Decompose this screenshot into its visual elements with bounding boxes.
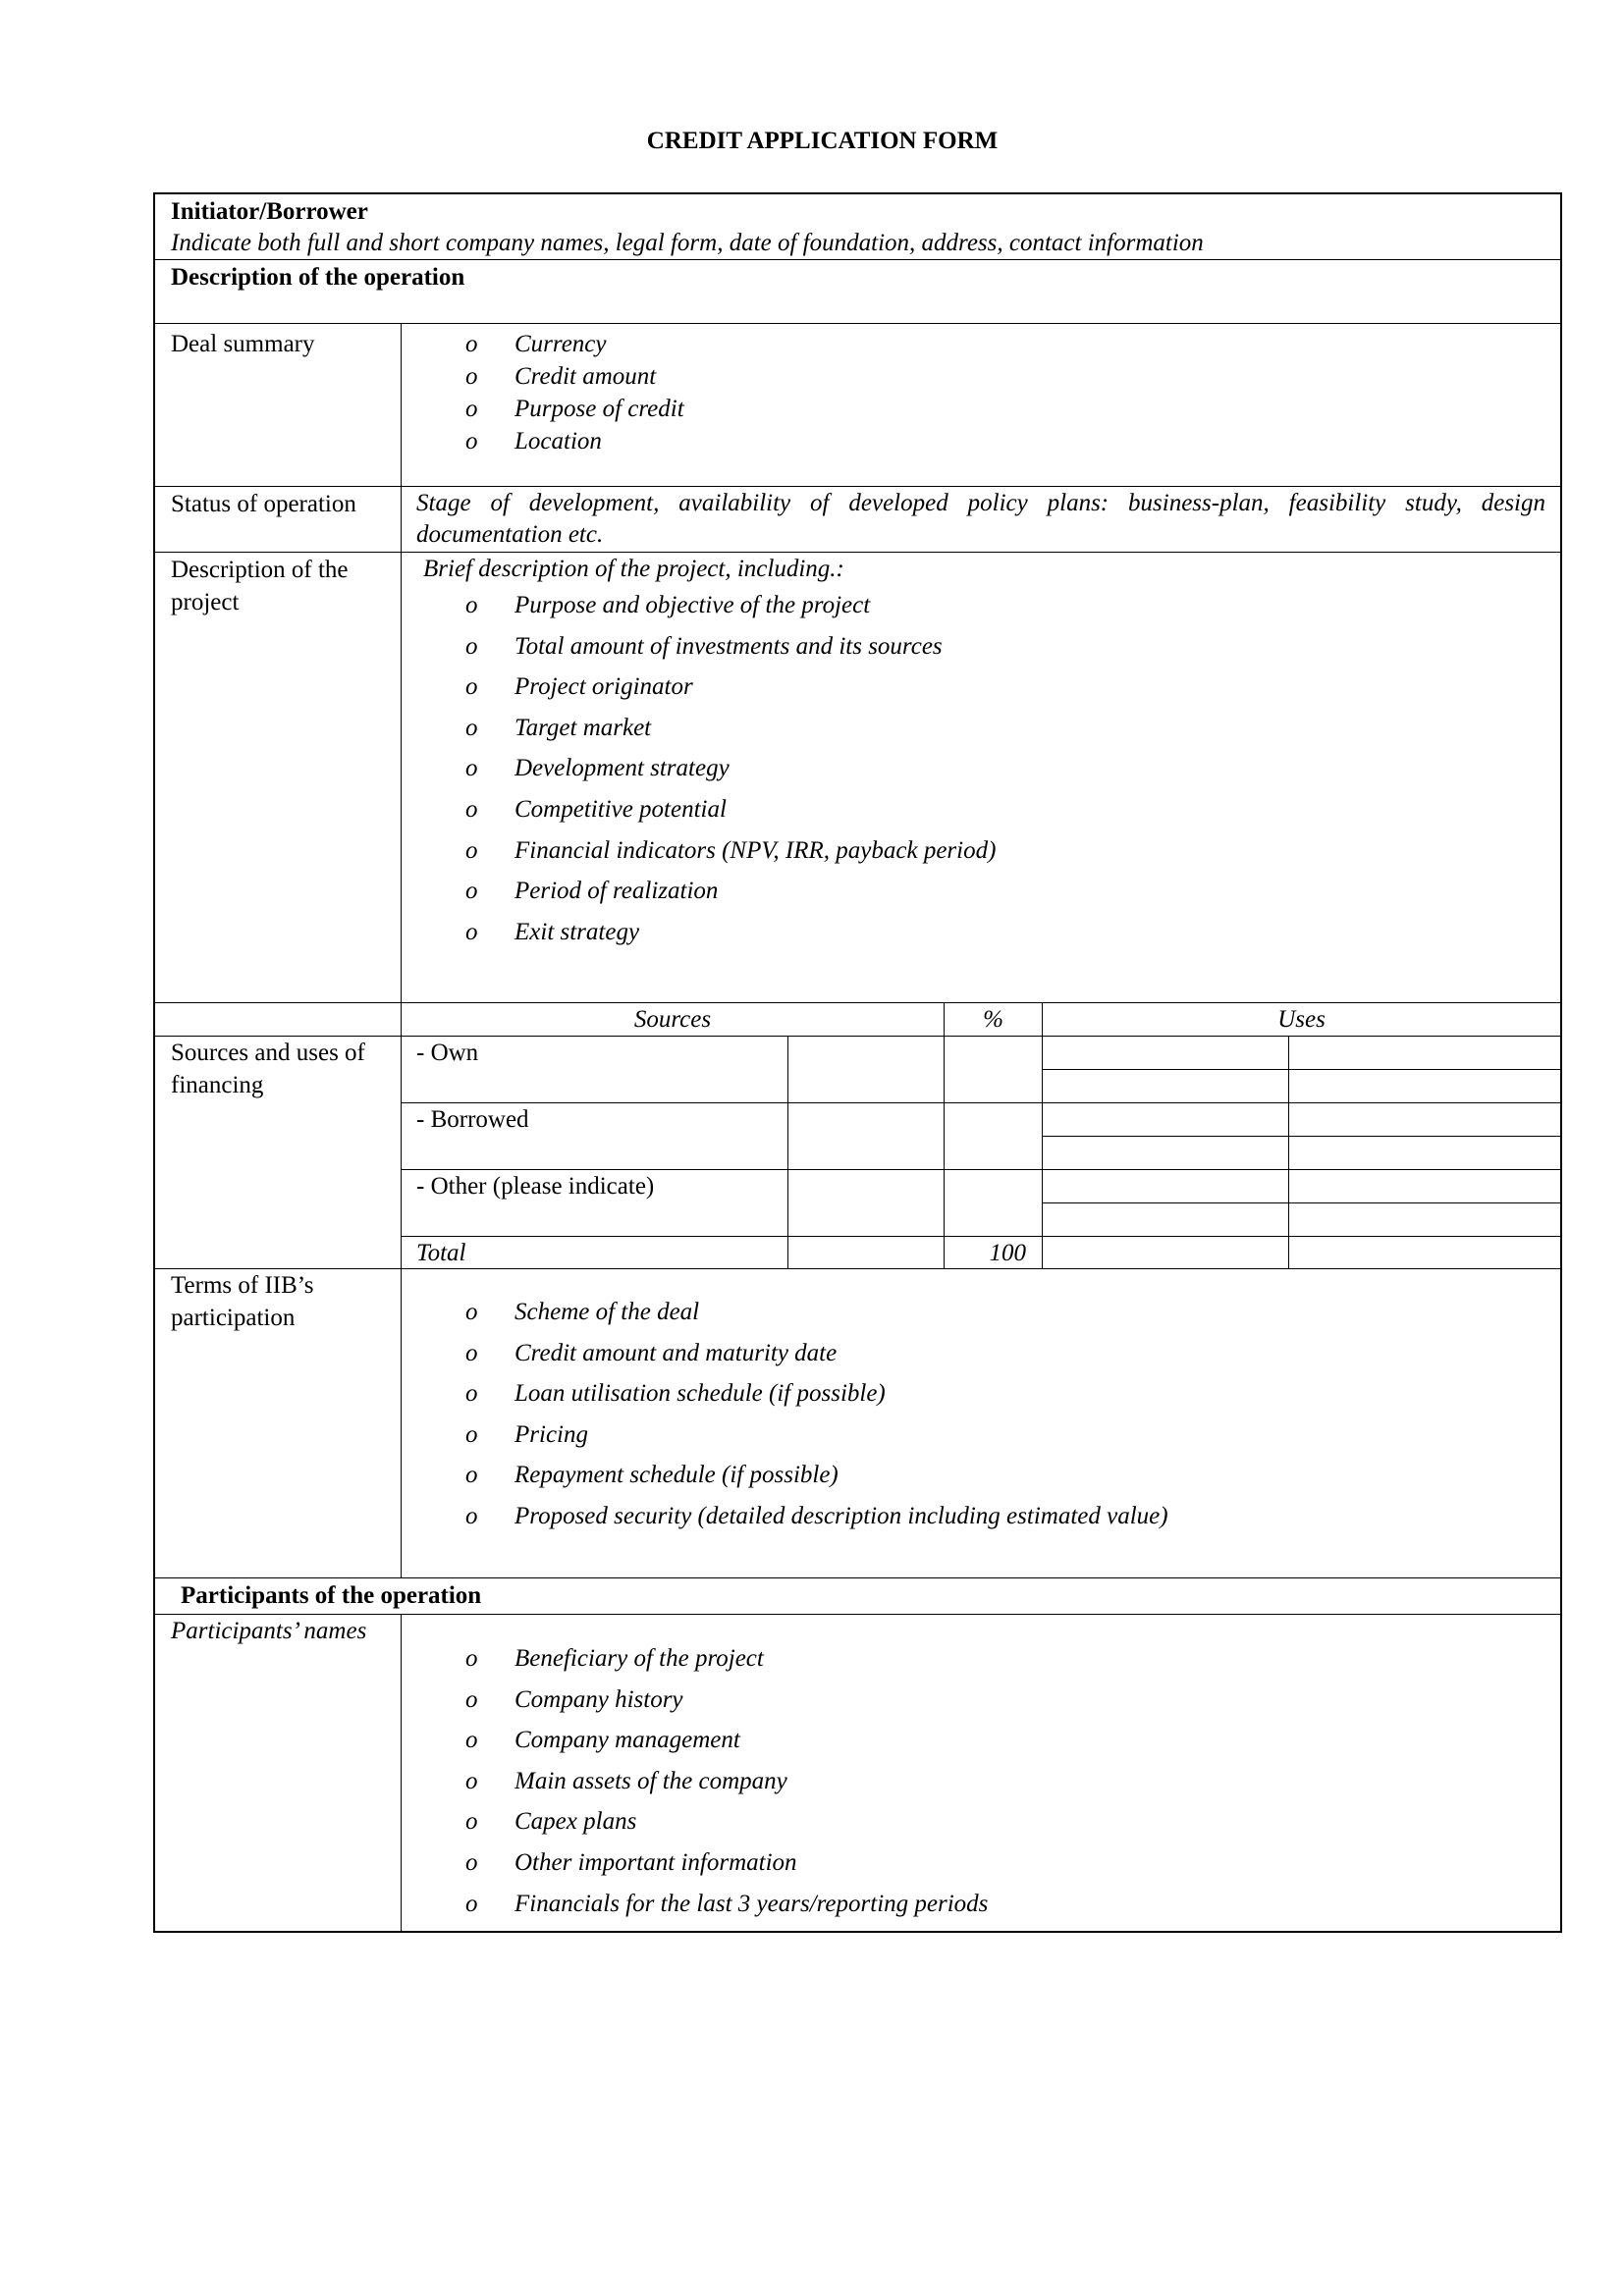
bullet-circle-icon: o [465,592,478,618]
use-amount-cell[interactable] [1288,1237,1560,1269]
source-amount-cell[interactable] [787,1103,944,1170]
list-item: o Purpose and objective of the project [416,585,1545,626]
list-item: o Financial indicators (NPV, IRR, payback period) [416,830,1545,872]
bullet-circle-icon: o [465,1890,478,1917]
list-item: o Development strategy [416,748,1545,789]
bullet-circle-icon: o [465,363,478,390]
use-item-cell[interactable] [1042,1070,1288,1103]
list-item: o Company management [416,1720,1545,1761]
list-item: o Repayment schedule (if possible) [416,1455,1545,1496]
list-item: o Exit strategy [416,912,1545,953]
participants-heading: Participants of the operation [181,1582,482,1609]
bullet-circle-icon: o [465,1645,478,1672]
project-row [155,553,1560,1003]
list-item: o Financials for the last 3 years/reporting periods [416,1884,1545,1925]
use-item-cell[interactable] [1042,1170,1288,1203]
bullet-circle-icon: o [465,1767,478,1794]
source-amount-cell[interactable] [787,1170,944,1237]
total-amount-cell[interactable] [787,1237,944,1269]
list-item: o Scheme of the deal [416,1292,1545,1333]
use-amount-cell[interactable] [1288,1170,1560,1203]
initiator-heading: Initiator/Borrower [171,198,368,225]
project-list [416,585,1545,952]
bullet-circle-icon: o [465,1808,478,1836]
bullet-circle-icon: o [465,632,478,660]
source-own: - Own [402,1037,787,1103]
bullet-circle-icon: o [465,1462,478,1489]
status-label: Status of operation [155,487,402,552]
source-borrowed: - Borrowed [402,1103,787,1170]
status-text: Stage of development, availability of developed policy plans: business-plan, feasibility study, design documentation etc. [416,490,1545,548]
use-item-cell[interactable] [1042,1037,1288,1070]
use-item-cell[interactable] [1042,1237,1288,1269]
bullet-circle-icon: o [465,1685,478,1713]
list-item: o Loan utilisation schedule (if possible) [416,1373,1545,1415]
bullet-circle-icon: o [465,1380,478,1408]
list-item: o Currency [416,328,1545,360]
initiator-row [155,194,1560,260]
bullet-circle-icon: o [465,755,478,782]
terms-row [155,1269,1560,1578]
bullet-circle-icon: o [465,714,478,741]
status-row [155,487,1560,553]
participants-list [416,1638,1545,1924]
deal-summary-list [416,328,1545,457]
list-item: o Company history [416,1680,1545,1721]
sources-uses-grid [402,1003,1560,1268]
project-label: Description of the project [155,553,402,1002]
sources-column-header: Sources [402,1003,944,1037]
list-item: o Credit amount and maturity date [416,1333,1545,1374]
deal-summary-row [155,324,1560,487]
list-item: o Target market [416,708,1545,749]
source-percent-cell[interactable] [944,1170,1042,1237]
terms-list [416,1292,1545,1537]
source-other: - Other (please indicate) [402,1170,787,1237]
bullet-circle-icon: o [465,1727,478,1754]
list-item: o Capex plans [416,1801,1545,1842]
bullet-circle-icon: o [465,428,478,454]
bullet-circle-icon: o [465,1848,478,1876]
source-percent-cell[interactable] [944,1037,1042,1103]
list-item: o Proposed security (detailed description including estimated value) [416,1496,1545,1537]
use-amount-cell[interactable] [1288,1203,1560,1237]
operation-heading: Description of the operation [171,264,465,291]
list-item: o Period of realization [416,871,1545,912]
list-item: o Location [416,425,1545,457]
list-item: o Other important information [416,1842,1545,1884]
bullet-circle-icon: o [465,918,478,945]
list-item: o Credit amount [416,360,1545,393]
list-item: o Beneficiary of the project [416,1638,1545,1680]
bullet-circle-icon: o [465,331,478,357]
project-intro: Brief description of the project, including.: [423,556,844,582]
bullet-circle-icon: o [465,1420,478,1448]
participants-row [155,1615,1560,1931]
bullet-circle-icon: o [465,1502,478,1529]
credit-application-table [153,192,1562,1933]
list-item: o Total amount of investments and its sources [416,626,1545,667]
list-item: o Competitive potential [416,789,1545,830]
source-amount-cell[interactable] [787,1037,944,1103]
financing-label: Sources and uses of financing [171,1040,365,1098]
participants-label: Participants’ names [155,1615,402,1931]
bullet-circle-icon: o [465,795,478,823]
deal-summary-label: Deal summary [155,324,402,486]
financing-row [155,1003,1560,1269]
bullet-circle-icon: o [465,396,478,422]
list-item: o Purpose of credit [416,393,1545,425]
operation-heading-row [155,260,1560,324]
total-percent: 100 [944,1237,1042,1269]
use-amount-cell[interactable] [1288,1070,1560,1103]
uses-column-header: Uses [1042,1003,1560,1037]
bullet-circle-icon: o [465,1339,478,1366]
participants-heading-row [155,1578,1560,1615]
use-item-cell[interactable] [1042,1137,1288,1170]
initiator-hint: Indicate both full and short company names, legal form, date of foundation, address, contact information [171,230,1204,256]
page-title: CREDIT APPLICATION FORM [646,128,999,154]
use-amount-cell[interactable] [1288,1037,1560,1070]
bullet-circle-icon: o [465,878,478,905]
use-item-cell[interactable] [1042,1103,1288,1137]
use-amount-cell[interactable] [1288,1137,1560,1170]
bullet-circle-icon: o [465,1299,478,1325]
total-label: Total [416,1240,466,1266]
use-amount-cell[interactable] [1288,1103,1560,1137]
list-item: o Project originator [416,667,1545,708]
list-item: o Pricing [416,1415,1545,1456]
use-item-cell[interactable] [1042,1203,1288,1237]
bullet-circle-icon: o [465,836,478,864]
percent-column-header: % [944,1003,1042,1037]
source-percent-cell[interactable] [944,1103,1042,1170]
bullet-circle-icon: o [465,673,478,701]
terms-label: Terms of IIB’s participation [155,1269,402,1577]
list-item: o Main assets of the company [416,1761,1545,1802]
